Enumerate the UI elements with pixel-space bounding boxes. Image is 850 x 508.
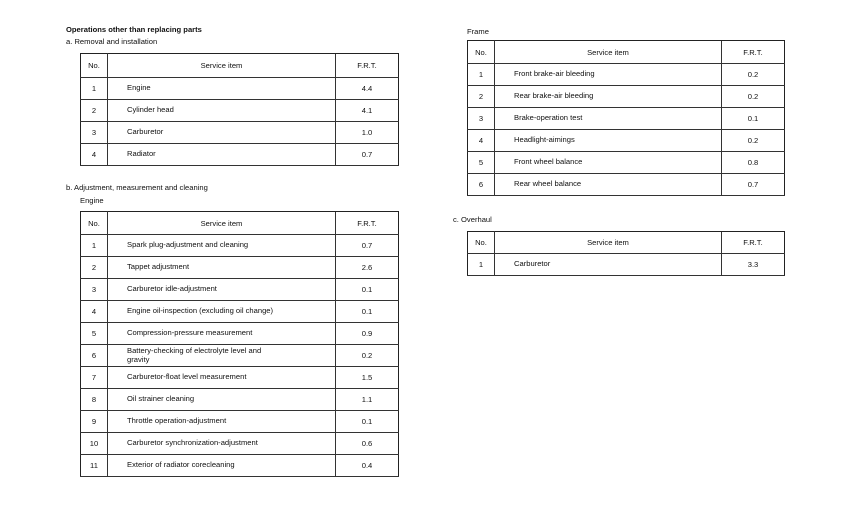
frame-table [467, 40, 785, 196]
frt-value: 0.2 [722, 130, 785, 152]
service-item: Compression-pressure measurement [108, 323, 336, 345]
column-header-service-item: Service item [108, 54, 336, 78]
service-item: Engine oil-inspection (excluding oil change) [108, 301, 336, 323]
section-a-label: a. Removal and installation [66, 37, 158, 46]
section-c-label: c. Overhaul [453, 215, 492, 224]
frt-value: 1.5 [336, 367, 399, 389]
table-row [81, 100, 399, 122]
column-header-frt: F.R.T. [722, 232, 785, 254]
service-item: Brake-operation test [495, 108, 722, 130]
row-number: 10 [81, 433, 108, 455]
frt-value: 0.2 [722, 86, 785, 108]
table-row [81, 345, 399, 367]
row-number: 5 [81, 323, 108, 345]
frt-value: 0.7 [722, 174, 785, 196]
table-row [468, 254, 785, 276]
service-item: Oil strainer cleaning [108, 389, 336, 411]
table-row [81, 323, 399, 345]
adjustment-measurement-table [80, 211, 399, 477]
service-item: Carburetor [495, 254, 722, 276]
service-item: Carburetor idle-adjustment [108, 279, 336, 301]
column-header-no: No. [468, 232, 495, 254]
column-header-frt: F.R.T. [722, 41, 785, 64]
frt-value: 4.4 [336, 78, 399, 100]
row-number: 8 [81, 389, 108, 411]
table-row [81, 411, 399, 433]
table-row [81, 122, 399, 144]
row-number: 4 [81, 301, 108, 323]
column-header-no: No. [81, 54, 108, 78]
table-row [81, 235, 399, 257]
column-header-no: No. [468, 41, 495, 64]
row-number: 6 [81, 345, 108, 367]
row-number: 11 [81, 455, 108, 477]
column-header-service-item: Service item [495, 41, 722, 64]
service-item: Front wheel balance [495, 152, 722, 174]
column-header-service-item: Service item [495, 232, 722, 254]
row-number: 5 [468, 152, 495, 174]
table-row [468, 86, 785, 108]
row-number: 1 [468, 64, 495, 86]
row-number: 4 [81, 144, 108, 166]
frt-value: 0.8 [722, 152, 785, 174]
table-row [81, 455, 399, 477]
frt-value: 0.2 [336, 345, 399, 367]
page-heading: Operations other than replacing parts [66, 25, 202, 34]
service-item: Carburetor synchronization-adjustment [108, 433, 336, 455]
frt-value: 0.1 [336, 301, 399, 323]
frt-value: 1.1 [336, 389, 399, 411]
row-number: 6 [468, 174, 495, 196]
frt-value: 1.0 [336, 122, 399, 144]
service-item: Rear brake-air bleeding [495, 86, 722, 108]
frt-value: 4.1 [336, 100, 399, 122]
row-number: 3 [468, 108, 495, 130]
frt-value: 0.1 [336, 279, 399, 301]
frt-value: 0.1 [336, 411, 399, 433]
service-item: Exterior of radiator corecleaning [108, 455, 336, 477]
service-item: Tappet adjustment [108, 257, 336, 279]
table-row [81, 433, 399, 455]
removal-installation-table [80, 53, 399, 166]
column-header-frt: F.R.T. [336, 54, 399, 78]
row-number: 1 [468, 254, 495, 276]
row-number: 3 [81, 122, 108, 144]
column-header-frt: F.R.T. [336, 212, 399, 235]
row-number: 2 [81, 100, 108, 122]
service-item: Headlight-aimings [495, 130, 722, 152]
table-row [468, 174, 785, 196]
table-row [468, 64, 785, 86]
row-number: 4 [468, 130, 495, 152]
table-row [81, 367, 399, 389]
service-item: Spark plug-adjustment and cleaning [108, 235, 336, 257]
frt-value: 0.7 [336, 144, 399, 166]
table-row [81, 144, 399, 166]
table-row [81, 279, 399, 301]
service-item: Throttle operation-adjustment [108, 411, 336, 433]
table-row [81, 301, 399, 323]
overhaul-table [467, 231, 785, 276]
table-row [81, 78, 399, 100]
frt-value: 0.1 [722, 108, 785, 130]
frt-value: 0.9 [336, 323, 399, 345]
frt-value: 0.6 [336, 433, 399, 455]
frt-value: 2.6 [336, 257, 399, 279]
frt-value: 0.4 [336, 455, 399, 477]
row-number: 1 [81, 235, 108, 257]
column-header-no: No. [81, 212, 108, 235]
service-item: Front brake-air bleeding [495, 64, 722, 86]
service-item: Battery-checking of electrolyte level and gravity [108, 345, 336, 367]
section-b-sublabel: Engine [80, 196, 104, 205]
row-number: 2 [468, 86, 495, 108]
row-number: 3 [81, 279, 108, 301]
row-number: 9 [81, 411, 108, 433]
table-row [468, 130, 785, 152]
service-item: Carburetor [108, 122, 336, 144]
service-item: Engine [108, 78, 336, 100]
table-row [81, 389, 399, 411]
frame-label: Frame [467, 27, 489, 36]
column-header-service-item: Service item [108, 212, 336, 235]
service-item: Carburetor-float level measurement [108, 367, 336, 389]
table-row [468, 108, 785, 130]
table-row [81, 257, 399, 279]
row-number: 7 [81, 367, 108, 389]
table-row [468, 152, 785, 174]
frt-value: 0.7 [336, 235, 399, 257]
frt-value: 3.3 [722, 254, 785, 276]
service-item: Cylinder head [108, 100, 336, 122]
section-b-label: b. Adjustment, measurement and cleaning [66, 183, 208, 192]
row-number: 2 [81, 257, 108, 279]
service-item: Radiator [108, 144, 336, 166]
service-item: Rear wheel balance [495, 174, 722, 196]
row-number: 1 [81, 78, 108, 100]
frt-value: 0.2 [722, 64, 785, 86]
